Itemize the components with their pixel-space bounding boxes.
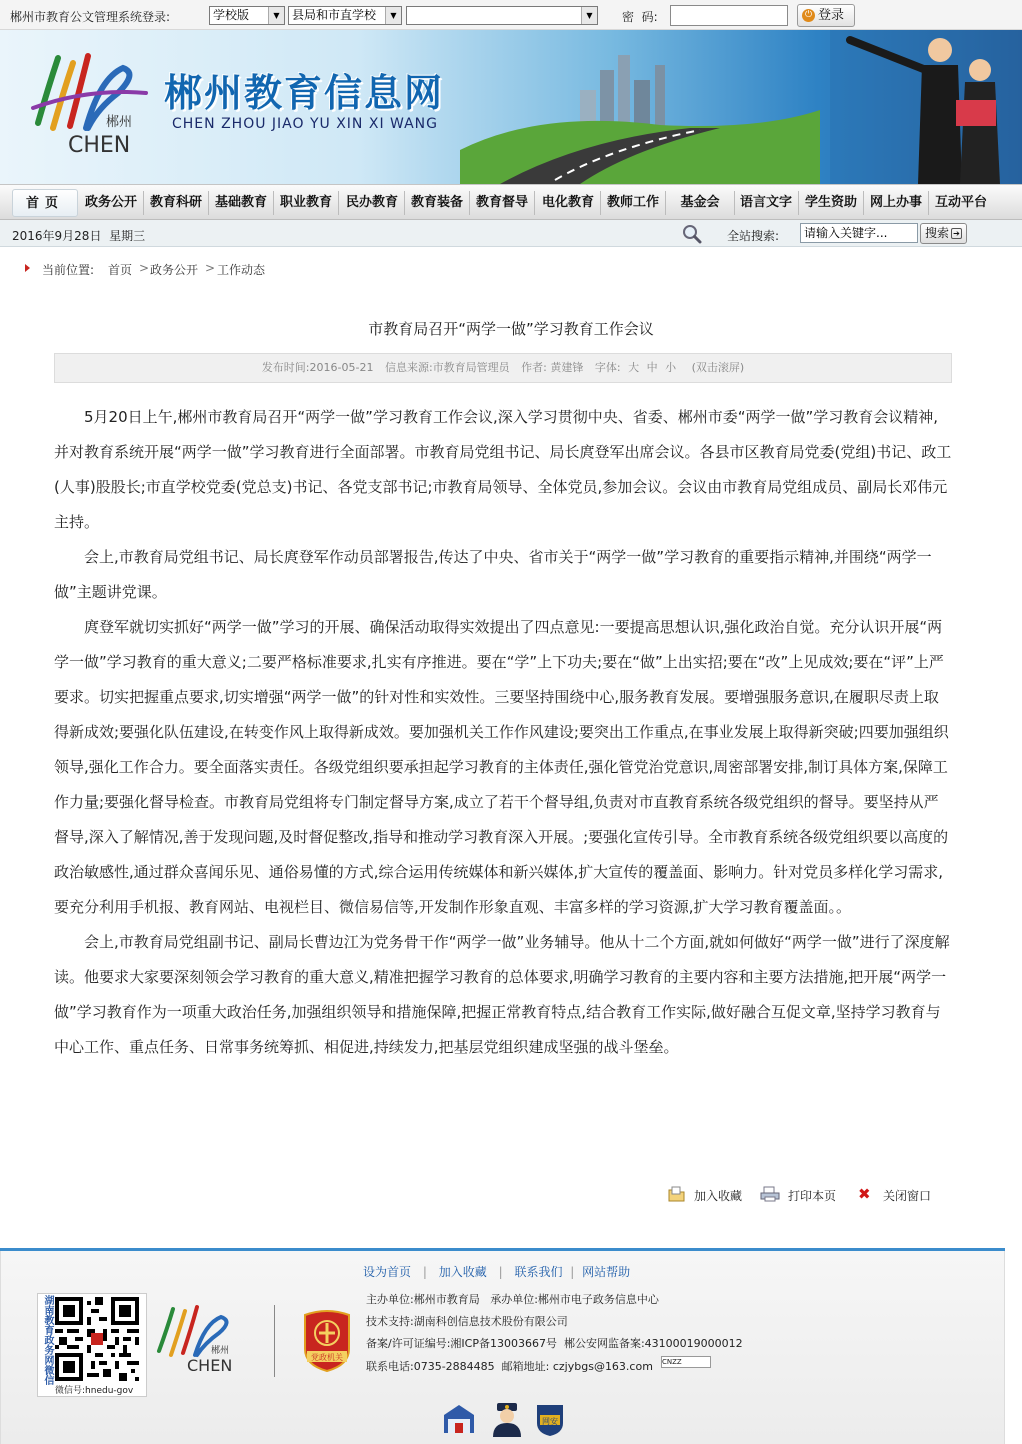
add-favorite-link[interactable]: 加入收藏 bbox=[694, 1189, 743, 1203]
password-input[interactable] bbox=[670, 5, 788, 26]
footer-logo-divider bbox=[274, 1305, 275, 1377]
nav-item-language[interactable]: 语言文字 bbox=[739, 195, 792, 210]
police-officer-icon[interactable] bbox=[488, 1399, 526, 1437]
article-paragraph: 会上,市教育局党组副书记、副局长曹边江为党务骨干作“两学一做”业务辅导。他从十二个方面,就如何做好“两学一做”进行了深度解读。他要求大家要深刻领会学习教育的重大意义,精准把握学习教育的总体要求,明确学习教育的主要内容和主要方法措施,把开展“两学一做”学习教育作为一项重大政治任务,加强组织领导和措施保障,把握正常教育特点,结合教育工作实际,做好融合互促文章,坚持学习教育与中心工作、重点任务、日常事务统筹抓、相促进,持续发力,把基层党组织建成坚强的战斗堡垒。 bbox=[54, 933, 950, 1056]
print-page-link[interactable]: 打印本页 bbox=[788, 1189, 837, 1203]
nav-divider bbox=[600, 191, 601, 215]
article-title: 市教育局召开“两学一做”学习教育工作会议 bbox=[368, 320, 654, 338]
breadcrumb-gov-affairs[interactable]: 政务公开 bbox=[150, 263, 199, 277]
date-search-bar bbox=[0, 220, 1022, 247]
unit-type-select-value: 县局和市直学校 bbox=[292, 8, 377, 22]
search-button[interactable] bbox=[920, 223, 967, 244]
login-bar bbox=[0, 0, 1022, 30]
unit-select[interactable] bbox=[406, 6, 598, 25]
header-banner bbox=[0, 30, 1022, 184]
printer-icon bbox=[760, 1186, 780, 1202]
publish-date: 发布时间:2016-05-21 bbox=[261, 361, 374, 374]
arrow-right-icon: ➔ bbox=[951, 228, 962, 239]
nav-item-research[interactable]: 教育科研 bbox=[149, 195, 202, 210]
breadcrumb-home[interactable]: 首页 bbox=[108, 263, 133, 277]
unit-type-select[interactable] bbox=[288, 6, 402, 25]
nav-divider bbox=[208, 191, 209, 215]
article-author: 作者: 黄建锋 bbox=[521, 361, 584, 374]
footer-contact: 联系电话:0735-2884485 邮箱地址: czjybgs@163.com bbox=[366, 1360, 653, 1373]
footer-icp: 备案/许可证编号:湘ICP备13003667号 郴公安网监备案:43100019000012 bbox=[366, 1337, 743, 1350]
version-select-value: 学校版 bbox=[213, 8, 250, 22]
people-illustration bbox=[830, 30, 1020, 184]
nav-divider bbox=[665, 191, 666, 215]
qr-caption: 微信号:hnedu-gov bbox=[55, 1386, 134, 1396]
chevron-down-icon: ▼ bbox=[581, 7, 597, 24]
road-city-illustration bbox=[460, 30, 820, 184]
nav-divider bbox=[534, 191, 535, 215]
logo-text: CHEN bbox=[68, 133, 131, 158]
site-pinyin: CHEN ZHOU JIAO YU XIN XI WANG bbox=[172, 116, 439, 132]
nav-divider bbox=[928, 191, 929, 215]
nav-divider bbox=[273, 191, 274, 215]
police-station-icon[interactable] bbox=[440, 1399, 478, 1437]
chenzhou-logo-icon bbox=[28, 48, 153, 158]
party-government-badge-icon[interactable] bbox=[301, 1309, 353, 1373]
badge-text: 党政机关 bbox=[311, 1353, 343, 1362]
footer-tech-support: 技术支持:湖南科创信息技术股份有限公司 bbox=[366, 1315, 568, 1328]
article-paragraph: 会上,市教育局党组书记、局长庹登军作动员部署报告,传达了中央、省市关于“两学一做”学习教育的重要指示精神,并围绕“两学一做”主题讲党课。 bbox=[54, 548, 932, 601]
login-button[interactable] bbox=[797, 4, 855, 27]
nav-divider bbox=[143, 191, 144, 215]
login-button-label: 登录 bbox=[818, 8, 845, 23]
cyber-police-icon[interactable] bbox=[531, 1399, 569, 1437]
nav-item-vocational[interactable]: 职业教育 bbox=[279, 195, 332, 210]
nav-item-foundation[interactable]: 基金会 bbox=[680, 195, 720, 210]
close-window-link[interactable]: 关闭窗口 bbox=[883, 1189, 932, 1203]
footer-links: 设为首页 | 加入收藏 | 联系我们 | 网站帮助 bbox=[363, 1265, 631, 1279]
login-label: 郴州市教育公文管理系统登录: bbox=[10, 10, 171, 24]
nav-item-e-edu[interactable]: 电化教育 bbox=[541, 195, 594, 210]
breadcrumb-separator: > bbox=[205, 261, 216, 275]
footer-link-favorite[interactable]: 加入收藏 bbox=[438, 1265, 487, 1279]
current-date: 2016年9月28日 星期三 bbox=[12, 229, 146, 243]
footer-host: 主办单位:郴州市教育局 承办单位:郴州市电子政务信息中心 bbox=[366, 1293, 659, 1306]
power-icon: ⏻ bbox=[802, 9, 815, 22]
triangle-bullet-icon bbox=[25, 264, 30, 272]
nav-item-supervision[interactable]: 教育督导 bbox=[475, 195, 528, 210]
font-size-medium[interactable]: 中 bbox=[646, 361, 658, 374]
nav-divider bbox=[798, 191, 799, 215]
double-click-scroll: (双击滚屏) bbox=[691, 361, 745, 374]
chenzhou-footer-logo-icon bbox=[153, 1303, 245, 1377]
logo-cn: 郴州 bbox=[106, 115, 133, 130]
police-label: 网安 bbox=[542, 1417, 558, 1426]
nav-divider bbox=[469, 191, 470, 215]
nav-item-home[interactable]: 首页 bbox=[12, 189, 78, 217]
nav-divider bbox=[863, 191, 864, 215]
search-label: 全站搜索: bbox=[727, 229, 780, 243]
article-actions bbox=[0, 1183, 1022, 1207]
search-button-label: 搜索 bbox=[925, 226, 950, 240]
nav-item-student-aid[interactable]: 学生资助 bbox=[804, 195, 857, 210]
search-input[interactable]: 请输入关键字... bbox=[800, 223, 918, 243]
chevron-down-icon: ▼ bbox=[268, 7, 284, 24]
qr-code-icon bbox=[55, 1297, 139, 1381]
version-select[interactable] bbox=[209, 6, 285, 25]
footer-link-homepage[interactable]: 设为首页 bbox=[363, 1265, 412, 1279]
nav-item-teachers[interactable]: 教师工作 bbox=[606, 195, 659, 210]
chevron-down-icon: ▼ bbox=[385, 7, 401, 24]
footer-link-contact[interactable]: 联系我们 bbox=[514, 1265, 563, 1279]
footer-link-help[interactable]: 网站帮助 bbox=[582, 1265, 631, 1279]
magnifier-icon bbox=[682, 224, 702, 244]
article-meta bbox=[54, 353, 952, 383]
font-size-large[interactable]: 大 bbox=[628, 361, 640, 374]
info-source: 信息来源:市教育局管理员 bbox=[384, 361, 510, 374]
breadcrumb-work-news[interactable]: 工作动态 bbox=[217, 263, 266, 277]
cnzz-badge[interactable]: CNZZ bbox=[661, 1356, 711, 1368]
nav-item-equipment[interactable]: 教育装备 bbox=[410, 195, 463, 210]
nav-item-gov-affairs[interactable]: 政务公开 bbox=[84, 195, 137, 210]
close-icon: ✖ bbox=[858, 1185, 871, 1203]
article-paragraph: 5月20日上午,郴州市教育局召开“两学一做”学习教育工作会议,深入学习贯彻中央、省委、郴州市委“两学一做”学习教育会议精神,并对教育系统开展“两学一做”学习教育进行全面部署。市教育局党组书记、局长庹登军出席会议。各县市区教育局党委(党组)书记、政工(人事)股股长;市直学校党委(党总支)书记、各党支部书记;市教育局领导、全体党员,参加会议。会议由市教育局党组成员、副局长邓伟元主持。 bbox=[54, 408, 952, 531]
nav-item-basic-edu[interactable]: 基础教育 bbox=[214, 195, 267, 210]
nav-item-private-edu[interactable]: 民办教育 bbox=[345, 195, 398, 210]
site-title: 郴州教育信息网 bbox=[164, 71, 445, 115]
nav-item-online-service[interactable]: 网上办事 bbox=[869, 195, 922, 210]
breadcrumb-label: 当前位置: bbox=[42, 263, 95, 277]
article-body bbox=[54, 400, 952, 1065]
breadcrumb bbox=[0, 256, 1022, 278]
main-nav bbox=[0, 184, 1022, 220]
font-size-small[interactable]: 小 bbox=[665, 361, 677, 374]
nav-item-interactive[interactable]: 互动平台 bbox=[934, 195, 987, 210]
article-paragraph: 庹登军就切实抓好“两学一做”学习的开展、确保活动取得实效提出了四点意见:一要提高思想认识,强化政治自觉。充分认识开展“两学一做”学习教育的重大意义;二要严格标准要求,扎实有序推进。要在“学”上下功夫;要在“做”上出实招;要在“改”上见成效;要在“评”上严要求。切实把握重点要求,切实增强“两学一做”的针对性和实效性。三要坚持围绕中心,服务教育发展。要增强服务意识,在履职尽责上取得新成效;要强化队伍建设,在转变作风上取得新成效。要加强机关工作作风建设;要突出工作重点,在事业发展上取得新突破;四要加强组织领导,强化工作合力。要全面落实责任。各级党组织要承担起学习教育的主体责任,强化管党治党意识,周密部署安排,制订具体方案,保障工作力量;要强化督导检查。市教育局党组将专门制定督导方案,成立了若干个督导组,负责对市直教育系统各级党组织的督导。要坚持从严督导,深入了解情况,善于发现问题,及时督促整改,指导和推动学习教育深入开展。;要强化宣传引导。全市教育系统各级党组织要以高度的政治敏感性,通过群众喜闻乐见、通俗易懂的方式,综合运用传统媒体和新兴媒体,扩大宣传的覆盖面、影响力。针对党员多样化学习需求,要充分利用手机报、教育网站、电视栏目、微信易信等,开发制作形象直观、丰富多样的学习资源,扩大学习教育覆盖面。。 bbox=[54, 618, 949, 916]
folder-favorite-icon bbox=[668, 1186, 685, 1202]
breadcrumb-separator: > bbox=[139, 261, 150, 275]
font-size-label: 字体: bbox=[594, 361, 621, 374]
password-label: 密 码: bbox=[622, 10, 658, 24]
qr-side-text: 湖南教育政务网微信 bbox=[42, 1295, 53, 1385]
footer-logo-text: CHEN bbox=[187, 1356, 233, 1375]
footer bbox=[0, 1251, 1005, 1444]
footer-logo-cn: 郴州 bbox=[211, 1346, 230, 1356]
nav-divider bbox=[404, 191, 405, 215]
nav-divider bbox=[338, 191, 339, 215]
